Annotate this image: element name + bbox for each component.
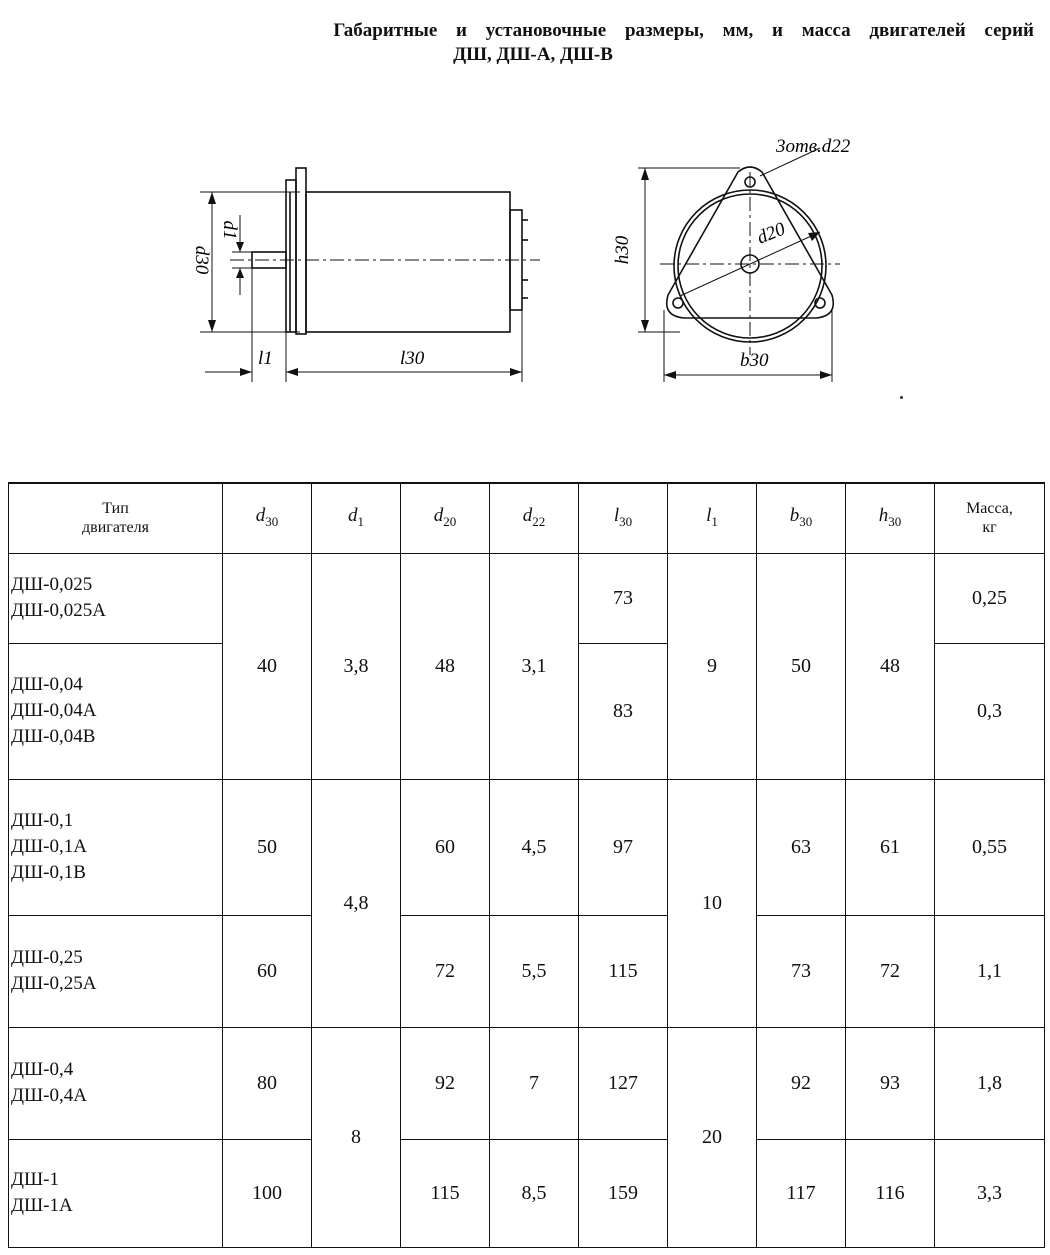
header-b30: $b_{30}$ bbox=[757, 483, 846, 553]
cell-b30: 50 bbox=[757, 553, 846, 779]
cell-b30: 117 bbox=[757, 1139, 846, 1247]
motor-type-cell: ДШ-0,04 ДШ-0,04А ДШ-0,04В bbox=[9, 643, 223, 779]
label-holes: 3отв.d22 bbox=[776, 136, 851, 157]
cell-d22: 8,5 bbox=[490, 1139, 579, 1247]
dimensions-table bbox=[8, 482, 1045, 1248]
table-row bbox=[9, 1139, 1045, 1247]
label-d20: d20 bbox=[754, 218, 789, 249]
cell-l30: 159 bbox=[579, 1139, 668, 1247]
cell-d1: 3,8 bbox=[312, 553, 401, 779]
cell-d22: 3,1 bbox=[490, 553, 579, 779]
header-l1: $l_1$ bbox=[668, 483, 757, 553]
flange bbox=[286, 180, 296, 332]
cell-d30: 60 bbox=[223, 915, 312, 1027]
table-row bbox=[9, 1027, 1045, 1139]
motor-type-cell: ДШ-0,4 ДШ-0,4А bbox=[9, 1027, 223, 1139]
title-line-1: Габаритные и установочные размеры, мм, и масса двигателей серий bbox=[333, 20, 1034, 41]
motor-type-cell: ДШ-1 ДШ-1А bbox=[9, 1139, 223, 1247]
cell-d30: 40 bbox=[223, 553, 312, 779]
title-line-2: ДШ, ДШ-А, ДШ-В bbox=[453, 44, 613, 65]
cell-b30: 92 bbox=[757, 1027, 846, 1139]
cell-l30: 83 bbox=[579, 643, 668, 779]
cell-d1: 8 bbox=[312, 1027, 401, 1247]
cell-d30: 50 bbox=[223, 779, 312, 915]
cell-d20: 115 bbox=[401, 1139, 490, 1247]
cell-d22: 5,5 bbox=[490, 915, 579, 1027]
cell-h30: 93 bbox=[846, 1027, 935, 1139]
header-l30: $l_{30}$ bbox=[579, 483, 668, 553]
label-b30: b30 bbox=[740, 350, 769, 371]
cell-b30: 63 bbox=[757, 779, 846, 915]
label-d1: d1 bbox=[219, 220, 240, 240]
cell-d30: 80 bbox=[223, 1027, 312, 1139]
cell-h30: 116 bbox=[846, 1139, 935, 1247]
cell-d22: 7 bbox=[490, 1027, 579, 1139]
header-d30: $d_{30}$ bbox=[223, 483, 312, 553]
header-type: Тип двигателя bbox=[9, 483, 223, 553]
cell-b30: 73 bbox=[757, 915, 846, 1027]
cell-l1: 9 bbox=[668, 553, 757, 779]
cell-d1: 4,8 bbox=[312, 779, 401, 1027]
cell-h30: 61 bbox=[846, 779, 935, 915]
label-h30: h30 bbox=[612, 235, 633, 265]
cell-mass: 3,3 bbox=[935, 1139, 1045, 1247]
label-l1: l1 bbox=[258, 348, 273, 369]
speck bbox=[900, 396, 903, 399]
cell-l30: 127 bbox=[579, 1027, 668, 1139]
table-row bbox=[9, 553, 1045, 643]
table-row bbox=[9, 779, 1045, 915]
header-d20: $d_{20}$ bbox=[401, 483, 490, 553]
cell-mass: 1,1 bbox=[935, 915, 1045, 1027]
header-d1: $d_1$ bbox=[312, 483, 401, 553]
cell-d20: 72 bbox=[401, 915, 490, 1027]
table-row bbox=[9, 915, 1045, 1027]
cell-l1: 10 bbox=[668, 779, 757, 1027]
cell-d20: 92 bbox=[401, 1027, 490, 1139]
header-mass: Масса, кг bbox=[935, 483, 1045, 553]
label-l30: l30 bbox=[400, 348, 425, 369]
label-d30: d30 bbox=[191, 245, 212, 275]
cell-d20: 48 bbox=[401, 553, 490, 779]
motor-type-cell: ДШ-0,25 ДШ-0,25А bbox=[9, 915, 223, 1027]
cell-l30: 73 bbox=[579, 553, 668, 643]
motor-type-cell: ДШ-0,025 ДШ-0,025А bbox=[9, 553, 223, 643]
cell-h30: 48 bbox=[846, 553, 935, 779]
header-h30: $h_{30}$ bbox=[846, 483, 935, 553]
cell-mass: 0,3 bbox=[935, 643, 1045, 779]
header-row bbox=[9, 483, 1045, 553]
cell-d20: 60 bbox=[401, 779, 490, 915]
flange-plate bbox=[296, 168, 306, 334]
cell-l30: 115 bbox=[579, 915, 668, 1027]
motor-drawing bbox=[0, 120, 1050, 400]
cell-mass: 1,8 bbox=[935, 1027, 1045, 1139]
cell-mass: 0,25 bbox=[935, 553, 1045, 643]
cell-l1: 20 bbox=[668, 1027, 757, 1247]
cell-mass: 0,55 bbox=[935, 779, 1045, 915]
cell-d30: 100 bbox=[223, 1139, 312, 1247]
cell-d22: 4,5 bbox=[490, 779, 579, 915]
header-d22: $d_{22}$ bbox=[490, 483, 579, 553]
cell-h30: 72 bbox=[846, 915, 935, 1027]
motor-type-cell: ДШ-0,1 ДШ-0,1А ДШ-0,1В bbox=[9, 779, 223, 915]
cell-l30: 97 bbox=[579, 779, 668, 915]
motor-body bbox=[306, 192, 510, 332]
